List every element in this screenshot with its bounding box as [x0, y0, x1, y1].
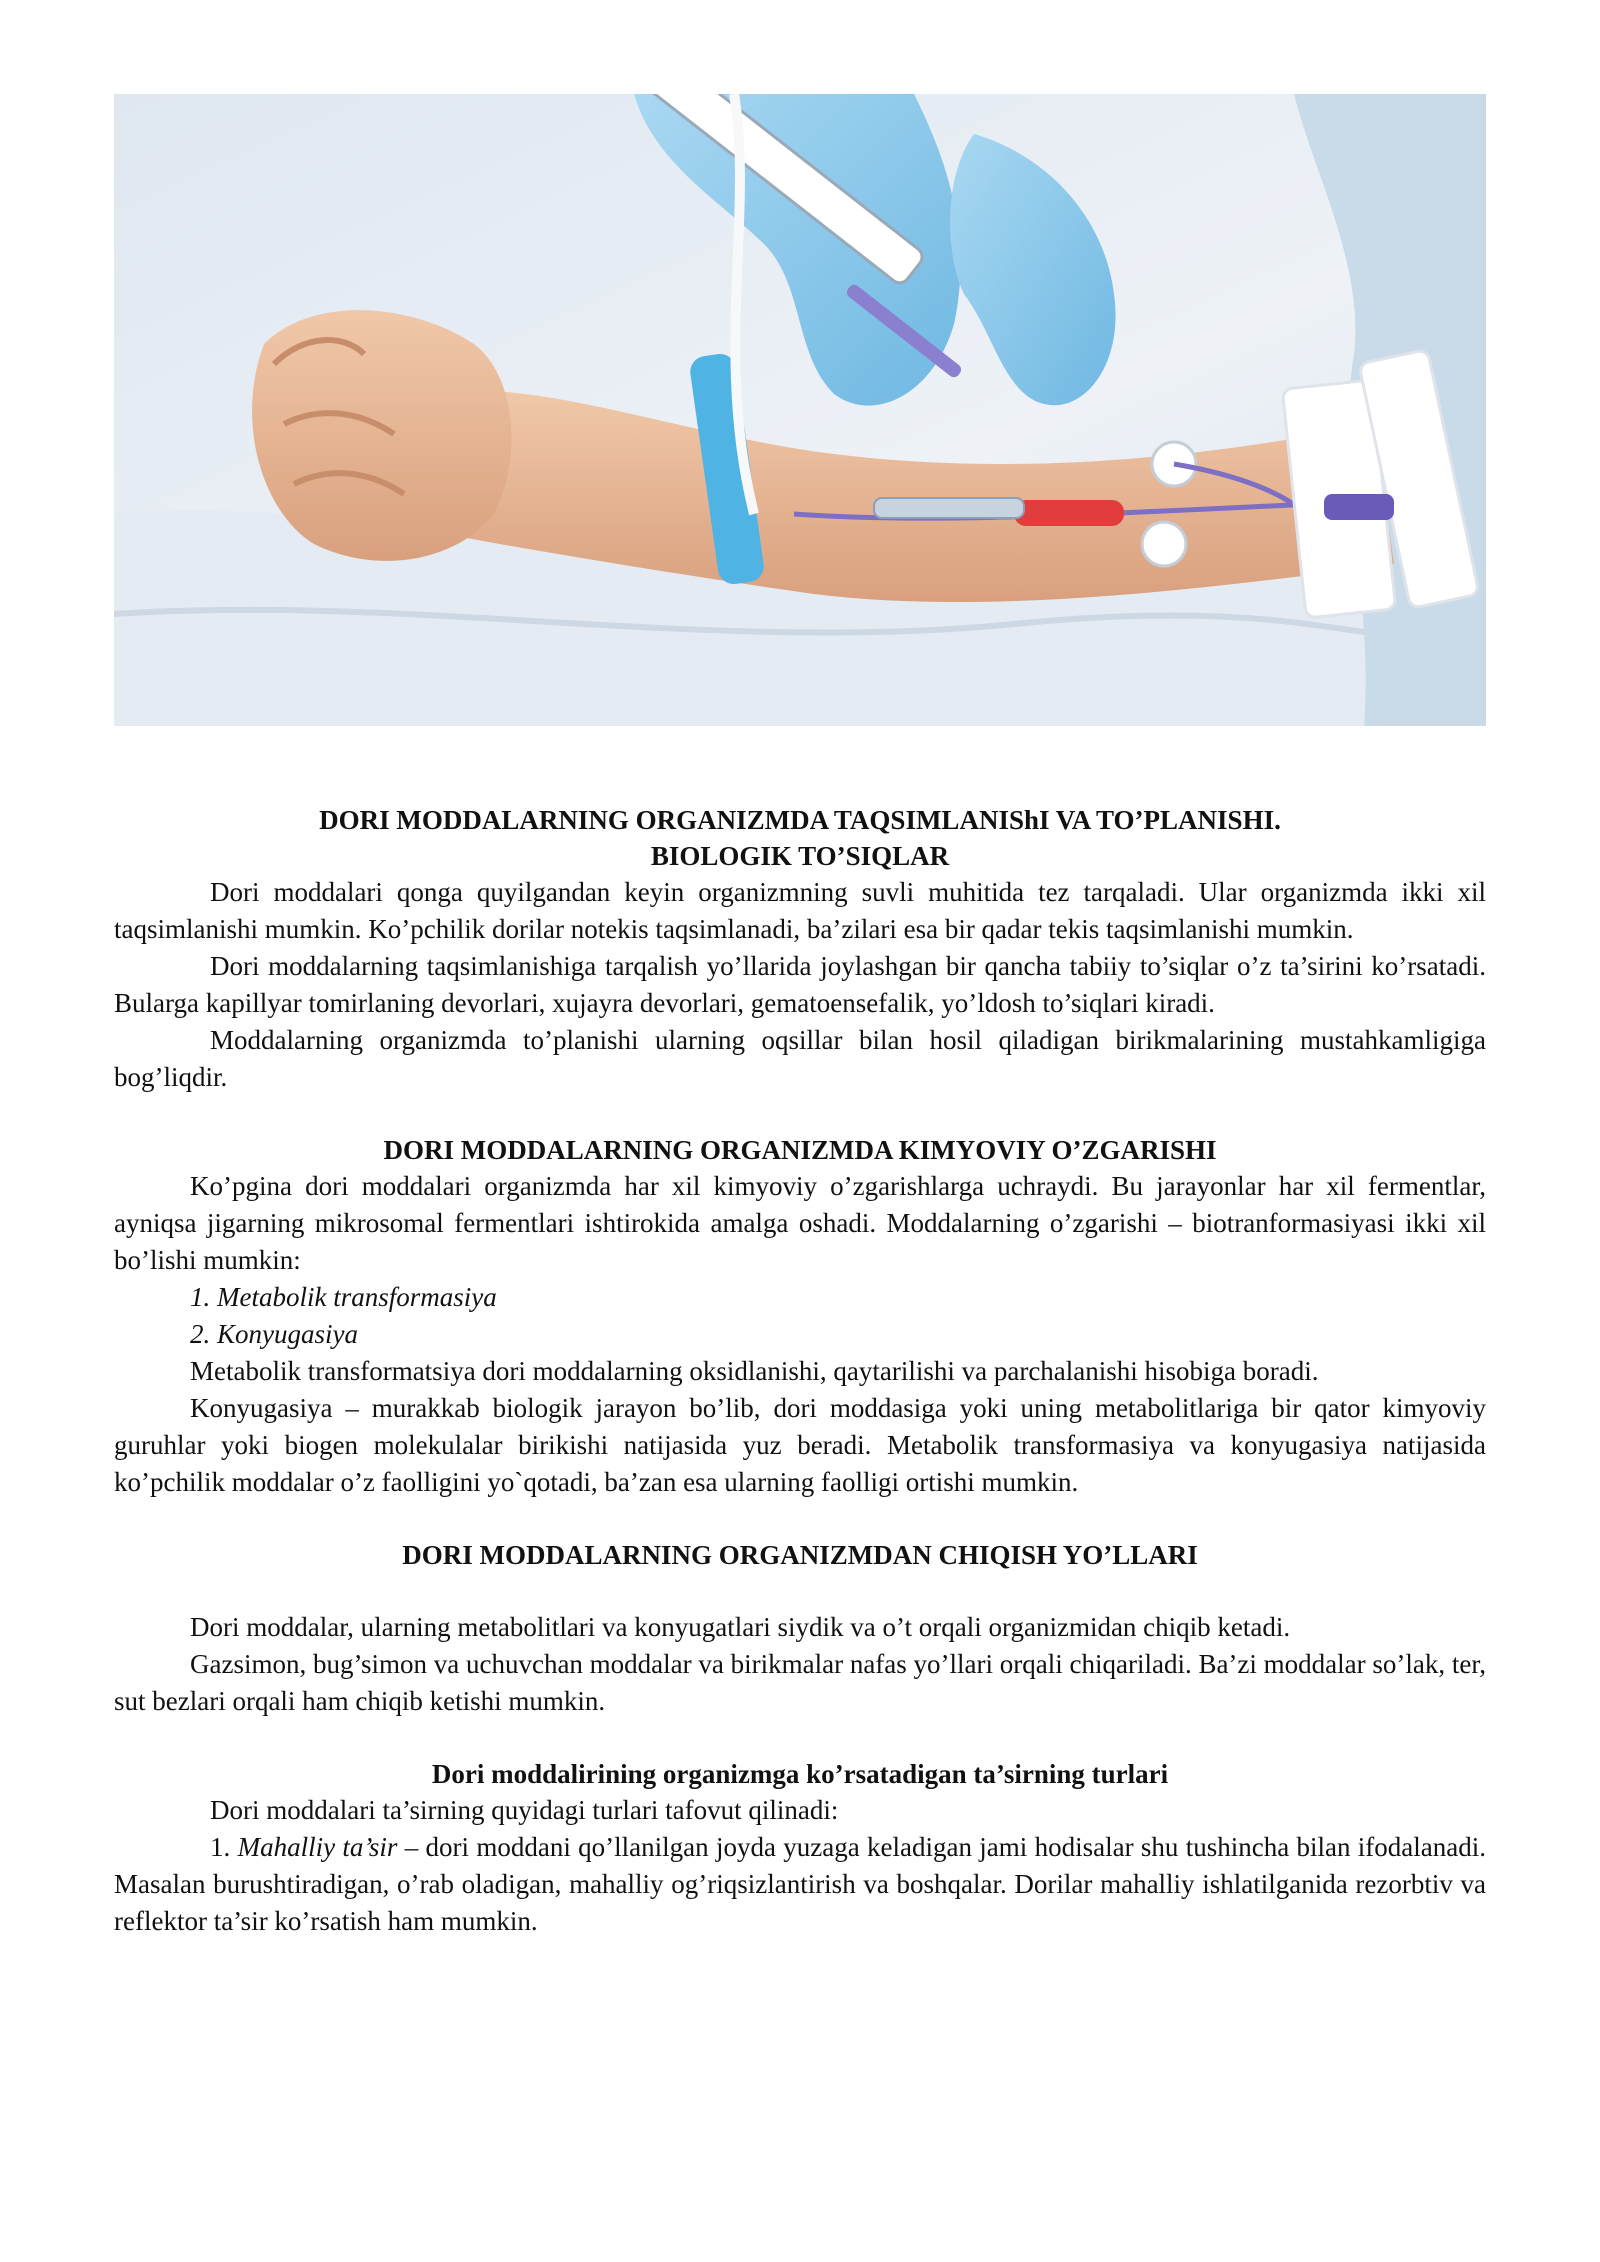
section-4-item-1 — [114, 1829, 1486, 1940]
section-2-paragraph-1: Metabolik transformatsiya dori moddalarning oksidlanishi, qaytarilishi va parchalanishi hisobiga boradi. — [190, 1356, 1319, 1386]
section-2-title: DORI MODDALARNING ORGANIZMDA KIMYOVIY O’ZGARISHI — [383, 1135, 1217, 1165]
section-1-paragraph-3: Moddalarning organizmda to’planishi ularning oqsillar bilan hosil qiladigan birikmalarining mustahkamligiga bog’liqdir. — [114, 1025, 1486, 1092]
section-2-paragraph-2: Konyugasiya – murakkab biologik jarayon bo’lib, dori moddasiga yoki uning metabolitlariga bir qator kimyoviy guruhlar yoki biogen molekulalar birikishi natijasida yuz beradi. Metabolik transformasiya va konyugasiya natijasida ko’pchilik moddalar o’z faolligini yo`qotadi, ba’zan esa ularning faolligi ortishi mumkin. — [114, 1393, 1486, 1497]
section-4-item-number: 1. — [210, 1832, 238, 1862]
section-1-title-line2: BIOLOGIK TO’SIQLAR — [650, 841, 950, 871]
document-body — [114, 802, 1486, 1940]
section-3-paragraph-1: Dori moddalar, ularning metabolitlari va konyugatlari siydik va o’t orqali organizmidan chiqib ketadi. — [190, 1612, 1291, 1642]
section-3-paragraph-2: Gazsimon, bug’simon va uchuvchan moddalar va birikmalar nafas yo’llari orqali chiqariladi. Ba’zi moddalar so’lak, ter, sut bezlari orqali ham chiqib ketishi mumkin. — [114, 1649, 1486, 1716]
section-2-intro: Ko’pgina dori moddalari organizmda har xil kimyoviy o’zgarishlarga uchraydi. Bu jarayonlar har xil fermentlar, ayniqsa jigarning mikrosomal fermentlari ishtirokida amalga oshadi. Moddalarning o’zgarishi – biotranformasiyasi ikki xil bo’lishi mumkin: — [114, 1171, 1486, 1275]
document-page — [114, 94, 1486, 1940]
section-4-intro: Dori moddalari ta’sirning quyidagi turlari tafovut qilinadi: — [210, 1795, 839, 1825]
section-4-item-text: – dori moddani qo’llanilgan joyda yuzaga keladigan jami hodisalar shu tushincha bilan ifodalanadi. Masalan burushtiradigan, o’rab oladigan, mahalliy og’riqsizlantirish va boshqalar. Dorilar mahalliy ishlatilganida rezorbtiv va reflektor ta’sir ko’rsatish ham mumkin. — [114, 1832, 1486, 1936]
section-3-title: DORI MODDALARNING ORGANIZMDAN CHIQISH YO’LLARI — [402, 1540, 1198, 1570]
section-1-title-line1: DORI MODDALARNING ORGANIZMDA TAQSIMLANIShI VA TO’PLANISHI. — [319, 805, 1281, 835]
section-2-list-item-1: 1. Metabolik transformasiya — [190, 1282, 497, 1312]
section-1-paragraph-1: Dori moddalari qonga quyilgandan keyin organizmning suvli muhitida tez tarqaladi. Ular organizmda ikki xil taqsimlanishi mumkin. Ko’pchilik dorilar notekis taqsimlanadi, ba’zilari esa bir qadar tekis taqsimlanishi mumkin. — [114, 877, 1486, 944]
section-4-title: Dori moddalirining organizmga ko’rsatadigan ta’sirning turlari — [431, 1759, 1169, 1789]
section-4-item-term: Mahalliy ta’sir — [237, 1832, 398, 1862]
iv-injection-illustration — [114, 94, 1486, 726]
section-2-list-item-2: 2. Konyugasiya — [190, 1319, 358, 1349]
section-1-paragraph-2: Dori moddalarning taqsimlanishiga tarqalish yo’llarida joylashgan bir qancha tabiiy to’siqlar o’z ta’sirini ko’rsatadi. Bularga kapillyar tomirlaning devorlari, xujayra devorlari, gematoensefalik, yo’ldosh to’siqlari kiradi. — [114, 951, 1486, 1018]
iv-injection-photo — [114, 94, 1486, 726]
